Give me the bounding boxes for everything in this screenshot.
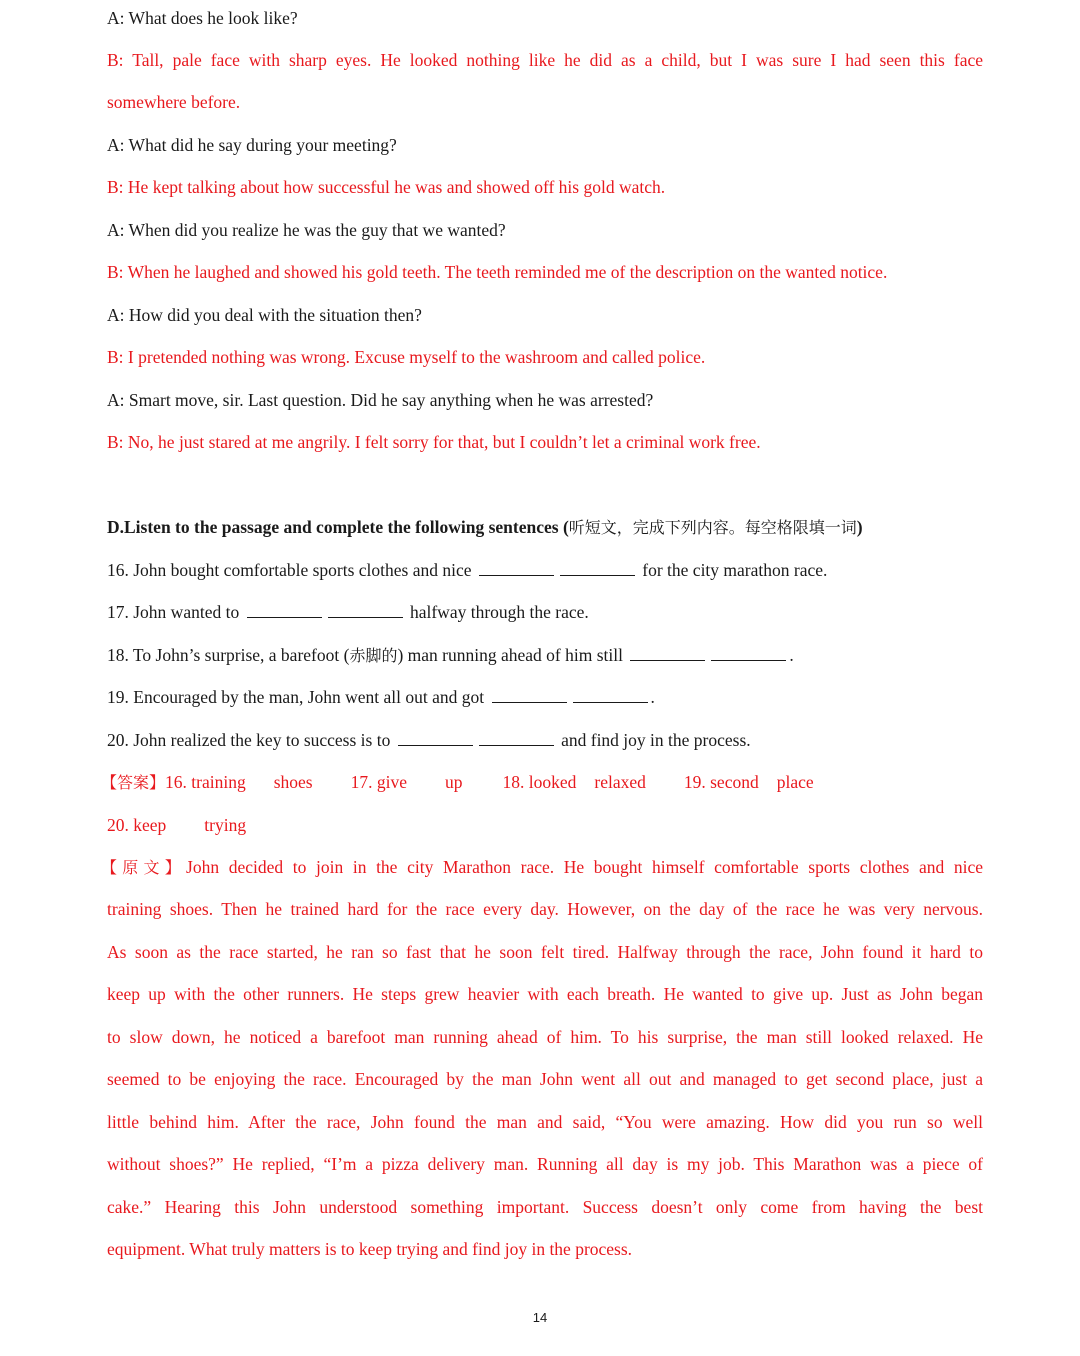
- question-19: [107, 685, 655, 709]
- answer-item: relaxed: [594, 772, 646, 792]
- question-18-mid: ) man running ahead of him still: [397, 645, 623, 665]
- dialogue-line-a5: A: Smart move, sir. Last question. Did he say anything when he was arrested?: [107, 390, 654, 410]
- original-line-4: keep up with the other runners. He steps grew heavier with each breath. He wanted to give up. Just as John began: [107, 984, 983, 1004]
- dialogue-line-a1: A: What does he look like?: [107, 8, 298, 28]
- question-17-after: halfway through the race.: [409, 602, 589, 622]
- question-16-after: for the city marathon race.: [642, 560, 828, 580]
- answer-item: 17. give: [350, 772, 407, 792]
- dialogue-line-a4: A: How did you deal with the situation then?: [107, 305, 422, 325]
- answer-item: 19. second: [683, 772, 759, 792]
- question-20-after: and find joy in the process.: [561, 730, 751, 750]
- answer-item: 20. keep: [107, 815, 167, 835]
- question-17-text: 17. John wanted to: [107, 602, 240, 622]
- page-number: 14: [532, 1310, 548, 1325]
- answer-item: place: [776, 772, 814, 792]
- question-17: [107, 600, 589, 624]
- question-18-text: 18. To John’s surprise, a barefoot (: [107, 645, 350, 665]
- answer-label: 【答案】: [101, 773, 166, 792]
- answer-blank[interactable]: [398, 729, 473, 746]
- original-line-1: [101, 855, 983, 880]
- original-text: John decided to join in the city Marathon race. He bought himself comfortable sports clothes and nice: [186, 857, 983, 877]
- dialogue-line-a3: A: When did you realize he was the guy that we wanted?: [107, 220, 506, 240]
- answer-blank[interactable]: [492, 686, 567, 703]
- section-d-heading-text: D.Listen to the passage and complete the following sentences (: [107, 517, 569, 537]
- question-20-text: 20. John realized the key to success is to: [107, 730, 391, 750]
- original-line-7: little behind him. After the race, John found the man and said, “You were amazing. How did you run so well: [107, 1112, 983, 1132]
- dialogue-line-b3: B: When he laughed and showed his gold teeth. The teeth reminded me of the description on the wanted notice.: [107, 262, 888, 282]
- answer-item: trying: [204, 815, 247, 835]
- section-d-heading: [107, 515, 863, 540]
- answer-blank[interactable]: [630, 644, 705, 661]
- original-line-5: to slow down, he noticed a barefoot man running ahead of him. To his surprise, the man still looked relaxed. He: [107, 1027, 983, 1047]
- answer-item: 16. training: [165, 772, 246, 792]
- dialogue-line-b2: B: He kept talking about how successful he was and showed off his gold watch.: [107, 177, 666, 197]
- question-16: [107, 558, 827, 582]
- question-19-text: 19. Encouraged by the man, John went all out and got: [107, 687, 485, 707]
- original-line-8: without shoes?” He replied, “I’m a pizza delivery man. Running all day is my job. This Marathon was a piece of: [107, 1154, 983, 1174]
- question-16-text: 16. John bought comfortable sports clothes and nice: [107, 560, 472, 580]
- original-label: 【原文】: [101, 858, 187, 877]
- original-line-6: seemed to be enjoying the race. Encouraged by the man John went all out and managed to get second place, just a: [107, 1069, 983, 1089]
- dialogue-line-b5: B: No, he just stared at me angrily. I felt sorry for that, but I couldn’t let a criminal work free.: [107, 432, 761, 452]
- answer-item: up: [444, 772, 463, 792]
- question-19-after: .: [650, 687, 655, 707]
- original-line-9: cake.” Hearing this John understood something important. Success doesn’t only come from having the best: [107, 1197, 983, 1217]
- answer-blank[interactable]: [247, 601, 322, 618]
- dialogue-line-b1-cont: somewhere before.: [107, 92, 241, 112]
- dialogue-line-b4: B: I pretended nothing was wrong. Excuse myself to the washroom and called police.: [107, 347, 706, 367]
- answer-blank[interactable]: [328, 601, 403, 618]
- answer-blank[interactable]: [560, 559, 635, 576]
- original-line-3: As soon as the race started, he ran so fast that he soon felt tired. Halfway through the race, John found it hard to: [107, 942, 983, 962]
- original-line-10: equipment. What truly matters is to keep trying and find joy in the process.: [107, 1239, 633, 1259]
- original-line-2: training shoes. Then he trained hard for the race every day. However, on the day of the race he was very nervous.: [107, 899, 983, 919]
- question-18-after: .: [789, 645, 794, 665]
- answer-line-2: [107, 813, 246, 837]
- answer-blank[interactable]: [711, 644, 786, 661]
- answer-blank[interactable]: [479, 729, 554, 746]
- answer-item: 18. looked: [502, 772, 577, 792]
- dialogue-line-a2: A: What did he say during your meeting?: [107, 135, 397, 155]
- question-18: [107, 643, 794, 668]
- answer-blank[interactable]: [573, 686, 648, 703]
- question-18-cn: 赤脚的: [349, 646, 398, 665]
- question-20: [107, 728, 751, 752]
- answer-line-1: [101, 770, 814, 795]
- answer-item: shoes: [273, 772, 313, 792]
- dialogue-line-b1: B: Tall, pale face with sharp eyes. He looked nothing like he did as a child, but I was sure I had seen this face: [107, 50, 983, 70]
- section-d-heading-close: ): [856, 517, 863, 537]
- answer-blank[interactable]: [479, 559, 554, 576]
- section-d-heading-cn: 听短文，完成下列内容。每空格限填一词: [568, 518, 857, 537]
